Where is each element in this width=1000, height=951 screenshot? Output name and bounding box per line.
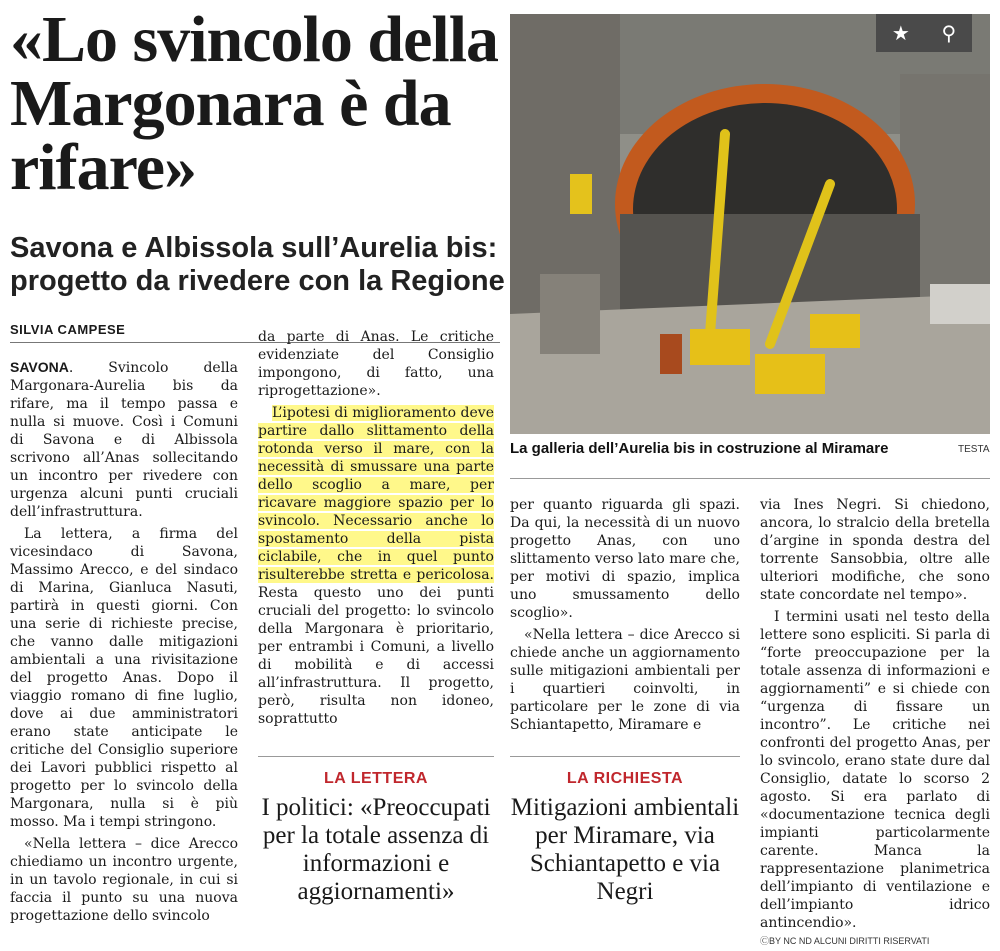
box-kicker: LA LETTERA [324, 770, 428, 787]
dateline: SAVONA [10, 359, 69, 375]
body-paragraph: per quanto riguarda gli spazi. Da qui, la necessità di un nuovo progetto Anas, con uno slittamento verso lato mare che, per motivi di spazio, implica uno smussamento dello scoglio». [510, 497, 740, 621]
search-icon[interactable]: ⚲ [941, 21, 957, 45]
article-subtitle: Savona e Albissola sull’Aurelia bis: progetto da rivedere con la Regione [10, 232, 505, 297]
photo-toolbar [876, 14, 972, 52]
body-paragraph: SAVONA. Svincolo della Margonara-Aurelia bis da rifare, ma il tempo passa e nulla si muove. Così i Comuni di Savona e di Albissola scrivono all’Anas sollecitando un incontro per rivedere con urgenza alcuni punti cruciali dell’infrastruttura. [10, 359, 238, 520]
body-paragraph: «Nella lettera – dice Arecco si chiede anche un aggiornamento sulle mitigazioni ambientali per i quartieri coinvolti, in particolare per le zone di via Schiantapetto, Miramare e [510, 627, 740, 733]
box-kicker: LA RICHIESTA [566, 770, 684, 787]
box-divider [510, 756, 740, 757]
body-column-3 [510, 496, 740, 738]
caption-divider [510, 478, 990, 479]
tunnel-construction-image [510, 14, 990, 434]
pull-quote-box [510, 770, 740, 906]
body-paragraph: «Nella lettera – dice Arecco chiediamo un incontro urgente, in un tavolo regionale, in cui si faccia il punto su una nuova progettazione dello svincolo [10, 836, 238, 924]
body-paragraph: via Ines Negri. Si chiedono, ancora, lo stralcio della bretella d’argine in sponda destra del torrente Sansobbia, oltre alle ulteriori modifiche, che sono state concordate nel tempo». [760, 497, 990, 603]
body-paragraph: da parte di Anas. Le critiche evidenziate del Consiglio impongono, di fatto, una riprogettazione». [258, 329, 494, 399]
body-column-2 [258, 328, 494, 732]
article-photo [510, 14, 990, 434]
box-divider [258, 756, 494, 757]
article-title: «Lo svincolo della Margonara è da rifare» [10, 3, 499, 204]
byline: SILVIA CAMPESE [10, 322, 126, 337]
license-note: ⒸBY NC ND ALCUNI DIRITTI RISERVATI [760, 936, 930, 946]
body-paragraph: La lettera, a firma del vicesindaco di Savona, Massimo Arecco, e del sindaco di Marina, Gianluca Nasuti, partirà in questi giorni. Con una serie di richieste precise, che vanno dalle mitigazioni ambientali a una rivisitazione del progetto Anas. Dopo il viaggio romano di fine luglio, dove ai due amministratori erano state anticipate le critiche del Consiglio superiore dei Lavori pubblici rispetto al progetto per lo svincolo della Margonara, nulla si è più mosso. Ma i tempi stringono. [10, 526, 238, 830]
pull-quote-box [258, 770, 494, 906]
box-headline: I politici: «Preoccupati per la totale assenza di informazioni e aggiornamenti» [261, 794, 491, 905]
body-paragraph: L’ipotesi di miglioramento deve partire dallo slittamento della rotonda verso il mare, con la necessità di smussare una parte dello scoglio a mare, per ricavare maggiore spazio per lo svincolo. Necessario anche lo spostamento della pista ciclabile, che in quel punto risulterebbe stretta e pericolosa. Resta questo uno dei punti cruciali del progetto: lo svincolo della Margonara è prioritario, per entrambi i Comuni, a livello di mobilità e di accessi all’infrastruttura. Il progetto, però, risulta non idoneo, soprattutto [258, 405, 494, 727]
box-headline: Mitigazioni ambientali per Miramare, via Schiantapetto e via Negri [510, 794, 740, 905]
photo-credit: TESTA [958, 444, 990, 455]
body-paragraph: I termini usati nel testo della lettere sono espliciti. Si parla di “forte preoccupazione per la totale assenza di informazioni e aggiornamenti” e si chiede con “urgenza di fissare un incontro”. Le critiche nei confronti del progetto Anas, per lo svincolo, erano state dure dal Consiglio, datate lo scorso 2 agosto. Si era parlato di «documentazione tecnica degli impianti particolarmente carente. Manca la rappresentazione planimetrica dell’impianto di ventilazione e dell’impianto idrico antincendio». [760, 609, 990, 931]
body-column-1 [10, 358, 238, 929]
cc-icon: Ⓒ [760, 936, 770, 946]
highlighted-text[interactable]: L’ipotesi di miglioramento deve partire dallo slittamento della rotonda verso il mare, con la necessità di smussare una parte dello scoglio a mare, per ricavare maggiore spazio per lo svincolo. Necessario anche lo spostamento della pista ciclabile, che in quel punto risulterebbe stretta e pericolosa. [258, 405, 494, 583]
body-column-4 [760, 496, 990, 936]
star-icon[interactable]: ★ [891, 21, 910, 45]
photo-caption: La galleria dell’Aurelia bis in costruzione al Miramare [510, 440, 889, 457]
